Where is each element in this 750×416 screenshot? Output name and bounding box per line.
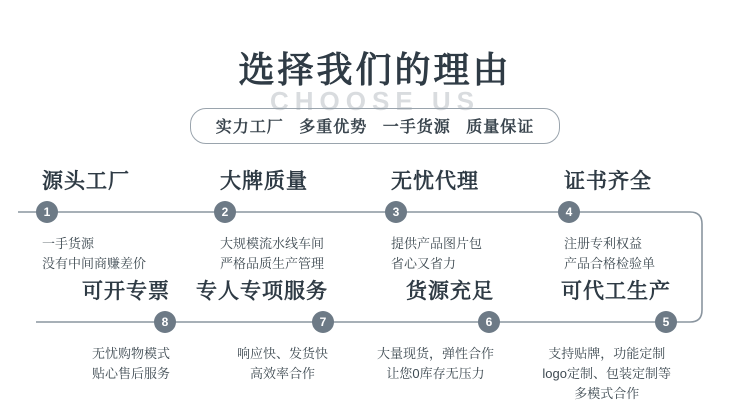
step-badge-4: 4 bbox=[558, 201, 580, 223]
step-badge-6: 6 bbox=[478, 311, 500, 333]
feature-heading-1: 源头工厂 bbox=[42, 170, 130, 193]
feature-lines-3 bbox=[391, 234, 482, 274]
subtitle-item-2: 多重优势 bbox=[299, 119, 368, 136]
feature-line: 支持贴牌，功能定制 bbox=[548, 346, 666, 361]
feature-heading-2: 大牌质量 bbox=[220, 170, 308, 193]
feature-item-2 bbox=[214, 170, 394, 271]
feature-lines-6 bbox=[377, 344, 494, 384]
feature-lines-7 bbox=[237, 344, 328, 384]
feature-line: 注册专利权益 bbox=[564, 236, 643, 251]
step-badge-1: 1 bbox=[36, 201, 58, 223]
feature-heading-8: 可开专票 bbox=[82, 280, 170, 303]
feature-item-7 bbox=[178, 280, 334, 381]
feature-head-3 bbox=[385, 201, 555, 223]
feature-item-6 bbox=[336, 280, 500, 381]
feature-lines-2 bbox=[220, 234, 324, 274]
feature-lines-8 bbox=[92, 344, 170, 384]
feature-line: 大量现货，弹性合作 bbox=[376, 346, 494, 361]
feature-line: 大规模流水线车间 bbox=[220, 236, 325, 251]
step-badge-7: 7 bbox=[312, 311, 334, 333]
feature-line: 产品合格检验单 bbox=[564, 256, 656, 271]
feature-line: 严格品质生产管理 bbox=[220, 256, 325, 271]
feature-line: 提供产品图片包 bbox=[391, 236, 483, 251]
feature-line: logo定制、包装定制等 bbox=[542, 366, 671, 381]
feature-heading-6: 货源充足 bbox=[406, 280, 494, 303]
feature-heading-3: 无忧代理 bbox=[391, 170, 479, 193]
feature-item-1 bbox=[36, 170, 206, 271]
feature-lines-5 bbox=[542, 344, 671, 404]
page-title: 选择我们的理由 bbox=[238, 49, 512, 90]
step-badge-2: 2 bbox=[214, 201, 236, 223]
feature-line: 一手货源 bbox=[42, 236, 95, 251]
subtitle-wrapper bbox=[190, 108, 560, 144]
step-badge-5: 5 bbox=[655, 311, 677, 333]
feature-item-5 bbox=[501, 280, 677, 401]
feature-item-3 bbox=[385, 170, 555, 271]
step-badge-8: 8 bbox=[154, 311, 176, 333]
feature-lines-1 bbox=[42, 234, 146, 274]
feature-head-5 bbox=[501, 311, 677, 333]
feature-line: 高效率合作 bbox=[249, 366, 315, 381]
feature-heading-5: 可代工生产 bbox=[561, 280, 671, 303]
feature-head-6 bbox=[336, 311, 500, 333]
subtitle-item-4: 质量保证 bbox=[466, 119, 535, 136]
subtitle-pill bbox=[190, 108, 560, 144]
feature-head-4 bbox=[558, 201, 738, 223]
feature-line: 多模式合作 bbox=[574, 386, 640, 401]
feature-line: 让您0库存无压力 bbox=[386, 366, 485, 381]
feature-lines-4 bbox=[564, 234, 655, 274]
feature-line: 贴心售后服务 bbox=[91, 366, 170, 381]
feature-head-1 bbox=[36, 201, 206, 223]
subtitle-item-1: 实力工厂 bbox=[215, 119, 284, 136]
subtitle-item-3: 一手货源 bbox=[382, 119, 451, 136]
watermark-text: CHOOSE US bbox=[269, 86, 481, 116]
feature-item-4 bbox=[558, 170, 738, 271]
feature-item-8 bbox=[26, 280, 176, 381]
feature-head-7 bbox=[178, 311, 334, 333]
feature-line: 省心又省力 bbox=[391, 256, 457, 271]
feature-head-8 bbox=[26, 311, 176, 333]
feature-line: 没有中间商赚差价 bbox=[42, 256, 147, 271]
feature-head-2 bbox=[214, 201, 394, 223]
feature-line: 响应快、发货快 bbox=[236, 346, 328, 361]
feature-line: 无忧购物模式 bbox=[91, 346, 170, 361]
feature-heading-7: 专人专项服务 bbox=[196, 280, 328, 303]
step-badge-3: 3 bbox=[385, 201, 407, 223]
feature-heading-4: 证书齐全 bbox=[564, 170, 652, 193]
